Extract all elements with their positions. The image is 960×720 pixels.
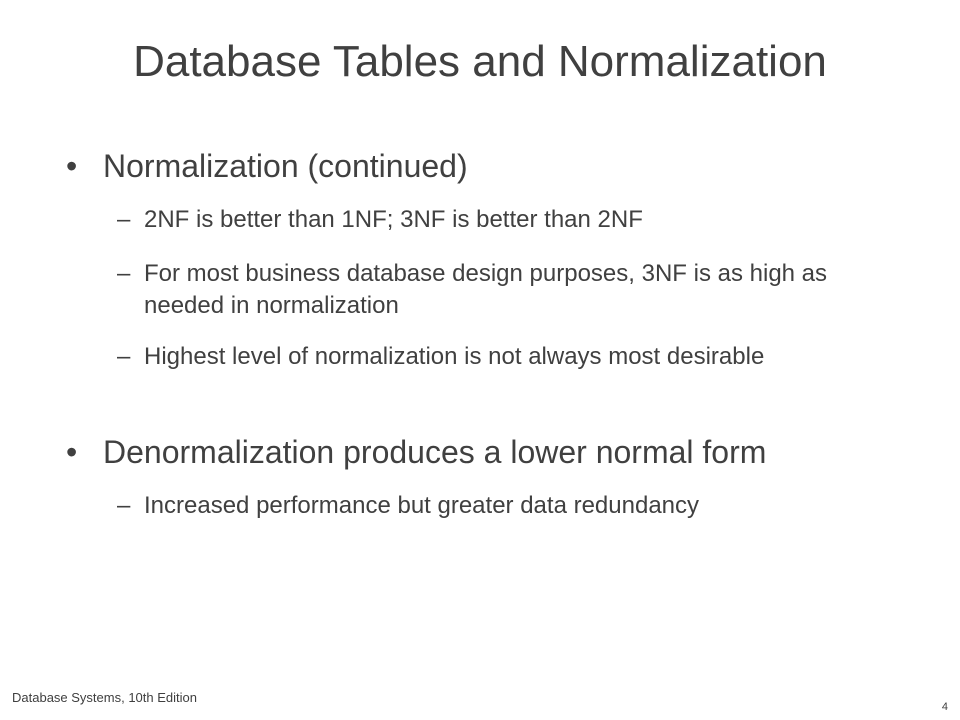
sub-bullet-text: Highest level of normalization is not always most desirable [144, 343, 765, 370]
sub-bullet-marker: – [117, 343, 131, 370]
sub-bullet-text: 2NF is better than 1NF; 3NF is better than 2NF [144, 206, 643, 233]
bullet-marker: • [66, 434, 78, 470]
sub-bullet-marker: – [117, 260, 131, 287]
slide-title: Database Tables and Normalization [133, 37, 827, 86]
bullet-text: Denormalization produces a lower normal form [103, 434, 767, 470]
sub-bullet-marker: – [117, 206, 131, 233]
sub-bullet-text: Increased performance but greater data redundancy [144, 492, 700, 519]
sub-bullet-text: For most business database design purposes, 3NF is as high as needed in normalization [144, 260, 828, 319]
sub-bullet-marker: – [117, 492, 131, 519]
bullet-marker: • [66, 148, 78, 184]
bullet-text: Normalization (continued) [103, 148, 468, 184]
footer-text: Database Systems, 10th Edition [12, 690, 197, 705]
page-number: 4 [941, 701, 948, 713]
